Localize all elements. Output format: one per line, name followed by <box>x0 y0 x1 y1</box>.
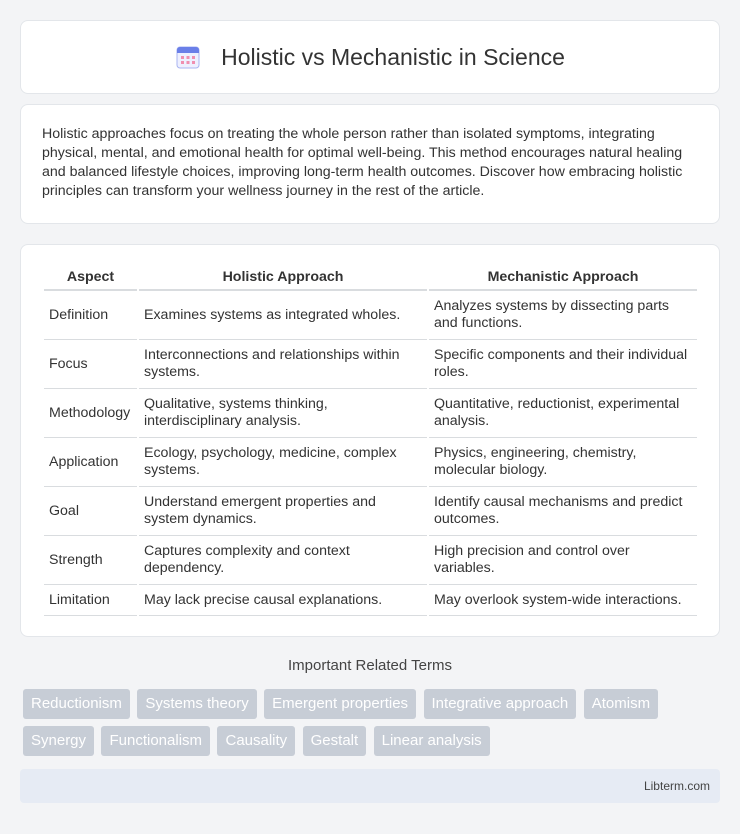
tag-reductionism[interactable]: Reductionism <box>23 689 130 719</box>
header-mechanistic: Mechanistic Approach <box>429 264 697 291</box>
table-row <box>44 585 697 616</box>
tag-integrative-approach[interactable]: Integrative approach <box>424 689 577 719</box>
header-card <box>20 20 720 94</box>
tag-causality[interactable]: Causality <box>217 726 295 756</box>
page-title: Holistic vs Mechanistic in Science <box>221 43 565 70</box>
tag-systems-theory[interactable]: Systems theory <box>137 689 256 719</box>
holistic-cell: Understand emergent properties and system dynamics. <box>139 487 427 536</box>
mechanistic-cell: Identify causal mechanisms and predict outcomes. <box>429 487 697 536</box>
comparison-table-card <box>20 244 720 637</box>
related-terms-title: Important Related Terms <box>288 657 452 674</box>
header-holistic: Holistic Approach <box>139 264 427 291</box>
calendar-icon <box>175 44 201 70</box>
aspect-cell: Application <box>44 438 137 487</box>
table-row <box>44 487 697 536</box>
table-row <box>44 536 697 585</box>
tag-atomism[interactable]: Atomism <box>584 689 658 719</box>
table-row <box>44 340 697 389</box>
tag-emergent-properties[interactable]: Emergent properties <box>264 689 416 719</box>
table-row <box>44 389 697 438</box>
holistic-cell: Ecology, psychology, medicine, complex systems. <box>139 438 427 487</box>
mechanistic-cell: High precision and control over variables. <box>429 536 697 585</box>
header-aspect: Aspect <box>44 264 137 291</box>
aspect-cell: Focus <box>44 340 137 389</box>
footer-brand-link[interactable]: Libterm.com <box>643 779 710 793</box>
tag-gestalt[interactable]: Gestalt <box>303 726 367 756</box>
intro-text: Holistic approaches focus on treating the whole person rather than isolated symptoms, integrating physical, mental, and emotional health for optimal well-being. This method encourages natural healing and balanced lifestyle choices, improving long-term health outcomes. Discover how embracing holistic principles can transform your wellness journey in the rest of the article. <box>42 126 683 199</box>
footer <box>20 769 720 803</box>
aspect-cell: Goal <box>44 487 137 536</box>
intro-card <box>20 104 720 224</box>
table-header-row <box>44 264 697 291</box>
holistic-cell: Qualitative, systems thinking, interdisciplinary analysis. <box>139 389 427 438</box>
holistic-cell: Interconnections and relationships within systems. <box>139 340 427 389</box>
tag-linear-analysis[interactable]: Linear analysis <box>374 726 490 756</box>
mechanistic-cell: Analyzes systems by dissecting parts and functions. <box>429 291 697 340</box>
mechanistic-cell: Specific components and their individual roles. <box>429 340 697 389</box>
holistic-cell: Examines systems as integrated wholes. <box>139 291 427 340</box>
holistic-cell: Captures complexity and context dependency. <box>139 536 427 585</box>
comparison-table <box>42 264 699 616</box>
mechanistic-cell: May overlook system-wide interactions. <box>429 585 697 616</box>
table-row <box>44 438 697 487</box>
aspect-cell: Methodology <box>44 389 137 438</box>
holistic-cell: May lack precise causal explanations. <box>139 585 427 616</box>
aspect-cell: Strength <box>44 536 137 585</box>
mechanistic-cell: Physics, engineering, chemistry, molecular biology. <box>429 438 697 487</box>
table-row <box>44 291 697 340</box>
tag-functionalism[interactable]: Functionalism <box>101 726 210 756</box>
mechanistic-cell: Quantitative, reductionist, experimental analysis. <box>429 389 697 438</box>
aspect-cell: Definition <box>44 291 137 340</box>
tag-synergy[interactable]: Synergy <box>23 726 94 756</box>
related-terms-tags <box>23 689 723 763</box>
aspect-cell: Limitation <box>44 585 137 616</box>
